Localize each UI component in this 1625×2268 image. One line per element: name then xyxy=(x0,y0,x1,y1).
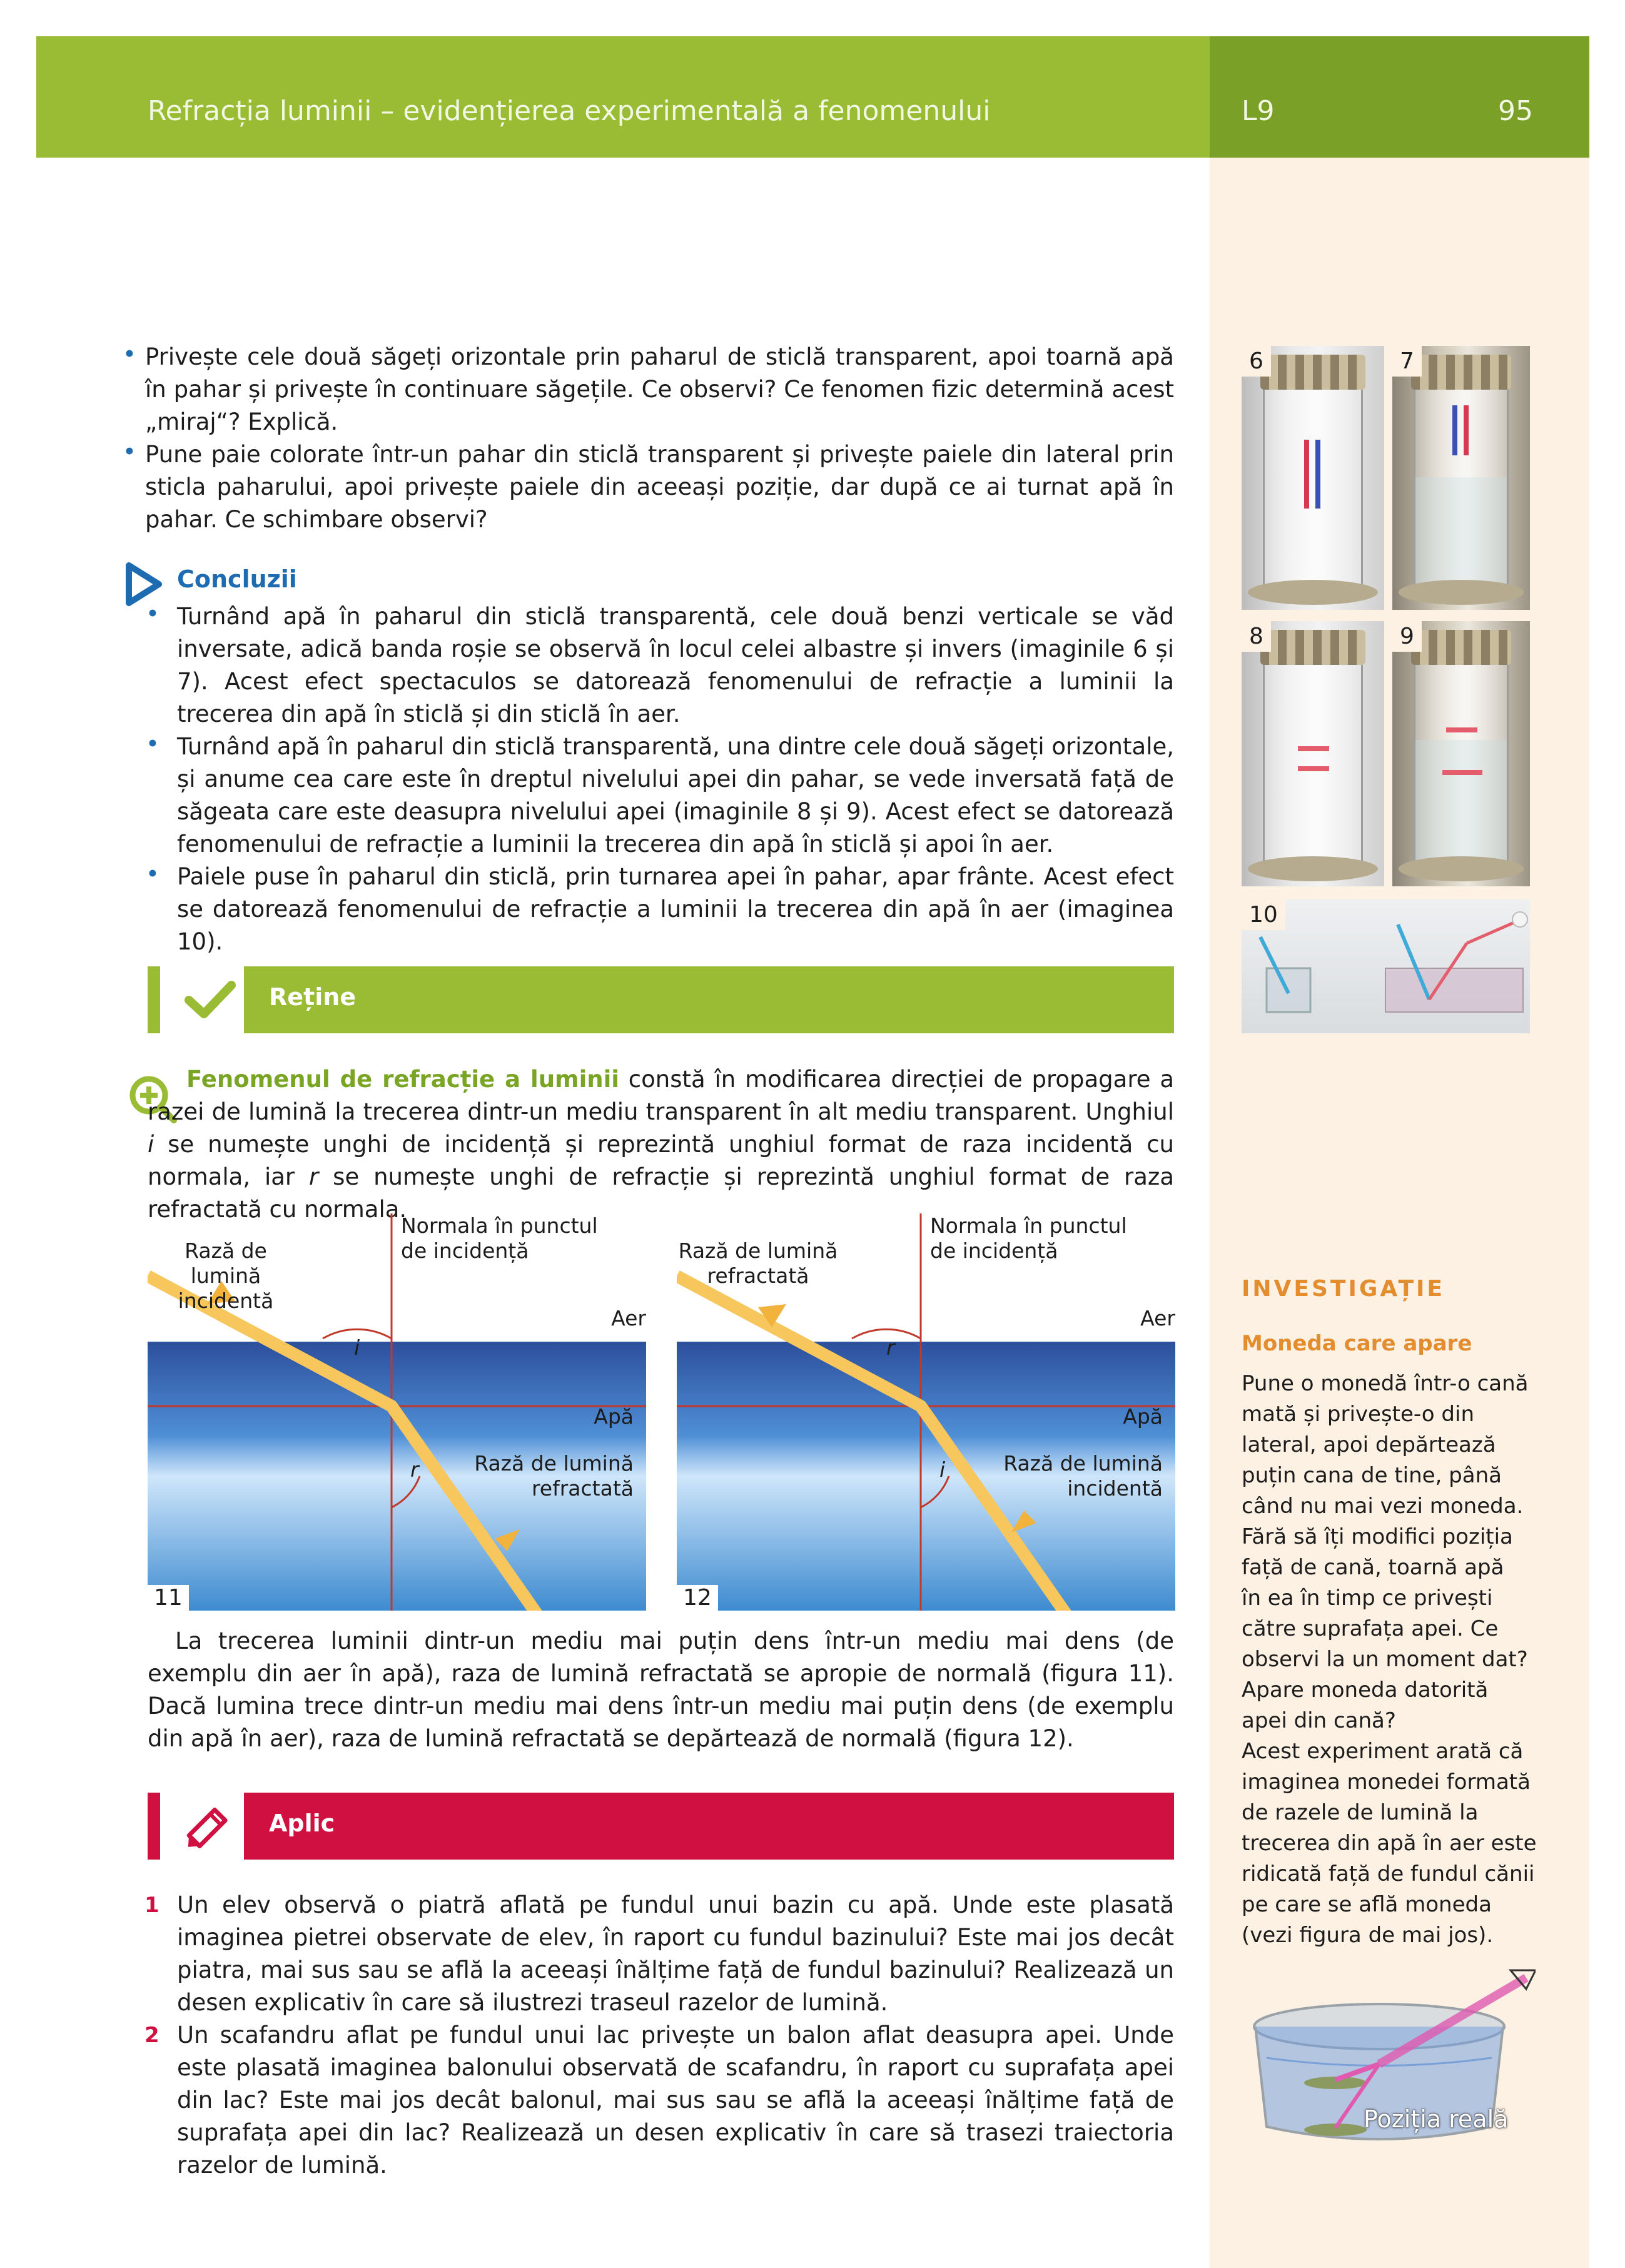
figures-explanation: La trecerea luminii dintr-un mediu mai puțin dens într-un mediu mai dens (de exemplu din aer în apă), raza de lumină refractată se apropie de normală (figura 11). Dacă lumina trece dintr-un mediu mai dens într-un mediu mai puțin dens (de exemplu din apă în aer), raza de lumină refractată se depărtează de normală (figura 12). xyxy=(148,1628,1174,1752)
bullet: • xyxy=(123,438,136,465)
list-item xyxy=(144,1889,1174,2019)
bullet-text: Turnând apă în paharul din sticlă transparentă, cele două benzi verticale se văd inversate, adică banda roșie se observă în locul celei albastre și invers (imaginile 6 și 7). Acest efect spectaculos se datorează fenomenului de refracție a luminii la trecerea din apă în sticlă și din sticlă în aer. xyxy=(177,603,1174,727)
photo-number: 8 xyxy=(1242,621,1271,652)
label-refracted-ray: Rază de lumină refractată xyxy=(678,1238,838,1288)
investigation-heading: INVESTIGAȚIE xyxy=(1242,1276,1445,1302)
figure-12 xyxy=(677,1213,1175,1611)
figure-11 xyxy=(148,1213,646,1611)
label-normal: Normala în punctul de incidență xyxy=(930,1213,1127,1263)
aplic-bar xyxy=(244,1793,1174,1860)
list-item xyxy=(146,861,1174,958)
label-water: Apă xyxy=(1123,1404,1163,1429)
definition-term: Fenomenul de refracție a luminii xyxy=(186,1066,619,1093)
real-position-caption: Poziția reală xyxy=(1364,2105,1509,2133)
investigation-text: Pune o monedă într-o cană mată și privește-o din lateral, apoi depărtează puțin cana de tine, până când nu mai vezi moneda. Fără să îți modifici poziția față de cană, toarnă apă în ea în timp ce privești către suprafața apei. Ce observi la un moment dat? Apare moneda datorită apei din cană? Acest experiment arată că imaginea monedei formată de razele de lumină la trecerea din apă în aer este ridicată față de fundul cănii pe care se află moneda (vezi figura de mai jos). xyxy=(1242,1371,1537,1948)
exercise-number: 2 xyxy=(144,2023,159,2048)
label-incident-ray: Rază de lumină incidentă xyxy=(178,1238,274,1313)
figure-number: 12 xyxy=(677,1585,718,1611)
label-water: Apă xyxy=(594,1404,634,1429)
list-item xyxy=(146,600,1174,731)
conclusions-list xyxy=(146,600,1174,958)
label-angle-r: r xyxy=(410,1457,419,1482)
label-angle-r: r xyxy=(886,1335,895,1360)
refraction-definition: Fenomenul de refracție a luminii constă în modificarea direcției de propagare a razei de lumină la trecerea dintr-un mediu transparent în alt mediu transparent. Unghiul i se numește unghi de incidență și reprezintă unghiul format de raza incidentă cu normala, iar r se numește unghi de refracție și reprezintă unghiul format de raza refractată cu normala. xyxy=(148,1066,1174,1223)
label-incident-ray: Rază de lumină incidentă xyxy=(1003,1451,1163,1501)
list-item xyxy=(123,438,1174,536)
bullet-text: Paiele puse în paharul din sticlă, prin turnarea apei în pahar, apar frânte. Acest efect se datorează fenomenului de refracție a luminii la trecerea din apă în aer (imaginea 10). xyxy=(177,863,1174,955)
list-item xyxy=(144,2019,1174,2182)
exercise-text: Un scafandru aflat pe fundul unui lac privește un balon aflat deasupra apei. Unde este plasată imaginea balonului observată de scafandru, în raport cu suprafața apei din lac? Este mai jos decât balonul, mai sus sau se află la aceeași înălțime față de suprafața apei din lac? Realizează un desen explicativ în care să trasezi traiectoria razelor de lumină. xyxy=(177,2022,1174,2179)
label-refracted-ray: Rază de lumină refractată xyxy=(474,1451,634,1501)
photo-number: 6 xyxy=(1242,346,1271,377)
bullet: • xyxy=(146,861,159,888)
list-item xyxy=(146,731,1174,861)
list-item xyxy=(123,341,1174,438)
lesson-number: L9 xyxy=(1242,95,1275,127)
label-normal: Normala în punctul de incidență xyxy=(401,1213,598,1263)
figure-number: 11 xyxy=(148,1585,189,1611)
pencil-icon xyxy=(180,1800,238,1854)
checkmark-icon xyxy=(184,979,236,1020)
intro-list xyxy=(123,341,1174,536)
coin-bowl-illustration xyxy=(1242,1964,1536,2158)
photo-number: 7 xyxy=(1392,346,1422,377)
exercise-number: 1 xyxy=(144,1893,159,1918)
bullet: • xyxy=(123,341,136,368)
retin-bar-edge xyxy=(148,966,160,1033)
exercise-text: Un elev observă o piatră aflată pe fundul unui bazin cu apă. Unde este plasată imaginea pietrei observate de elev, în raport cu fundul bazinului? Este mai jos decât piatra, mai sus sau se află la aceeași înălțime față de fundul bazinului? Realizează un desen explicativ în care să ilustrezi traseul razelor de lumină. xyxy=(177,1891,1174,2016)
photo-number: 10 xyxy=(1242,899,1285,930)
label-angle-i: i xyxy=(939,1457,946,1482)
bullet-text: Turnând apă în paharul din sticlă transparentă, una dintre cele două săgeți orizontale, și anume cea care este în dreptul nivelului apei din pahar, se vede inversată față de săgeata care este deasupra nivelului apei (imaginile 8 și 9). Acest efect se datorează fenomenului de refracție a luminii la trecerea din apă în sticlă și apoi în aer. xyxy=(177,733,1174,858)
page-title: Refracția luminii – evidențierea experimentală a fenomenului xyxy=(148,95,991,127)
bullet-text: Pune paie colorate într-un pahar din sticlă transparent și privește paiele din lateral prin sticla paharului, apoi privește paiele din aceeași poziție, dar după ce ai turnat apă în pahar. Ce schimbare observi? xyxy=(145,441,1174,533)
photo-glass-6 xyxy=(1242,346,1384,610)
photo-number: 9 xyxy=(1392,621,1422,652)
page-number: 95 xyxy=(1498,95,1533,127)
aplic-bar-edge xyxy=(148,1793,160,1860)
retin-bar xyxy=(244,966,1174,1033)
retin-title: Reține xyxy=(269,983,357,1011)
bullet: • xyxy=(146,600,159,627)
label-angle-i: i xyxy=(354,1335,360,1360)
photo-glass-7 xyxy=(1392,346,1530,610)
exercise-list xyxy=(144,1889,1174,2182)
label-air: Aer xyxy=(611,1306,646,1330)
photo-glass-9 xyxy=(1392,621,1530,886)
label-air: Aer xyxy=(1140,1306,1175,1330)
investigation-subtitle: Moneda care apare xyxy=(1242,1331,1472,1356)
aplic-title: Aplic xyxy=(269,1810,335,1837)
conclusions-title: Concluzii xyxy=(177,565,297,593)
bullet: • xyxy=(146,731,159,757)
bullet-text: Privește cele două săgeți orizontale prin paharul de sticlă transparent, apoi toarnă apă în pahar și privește în continuare săgețile. Ce observi? Ce fenomen fizic determină acest „miraj“? Explică. xyxy=(145,343,1174,435)
photo-straws-10 xyxy=(1242,899,1530,1033)
photo-glass-8 xyxy=(1242,621,1384,886)
